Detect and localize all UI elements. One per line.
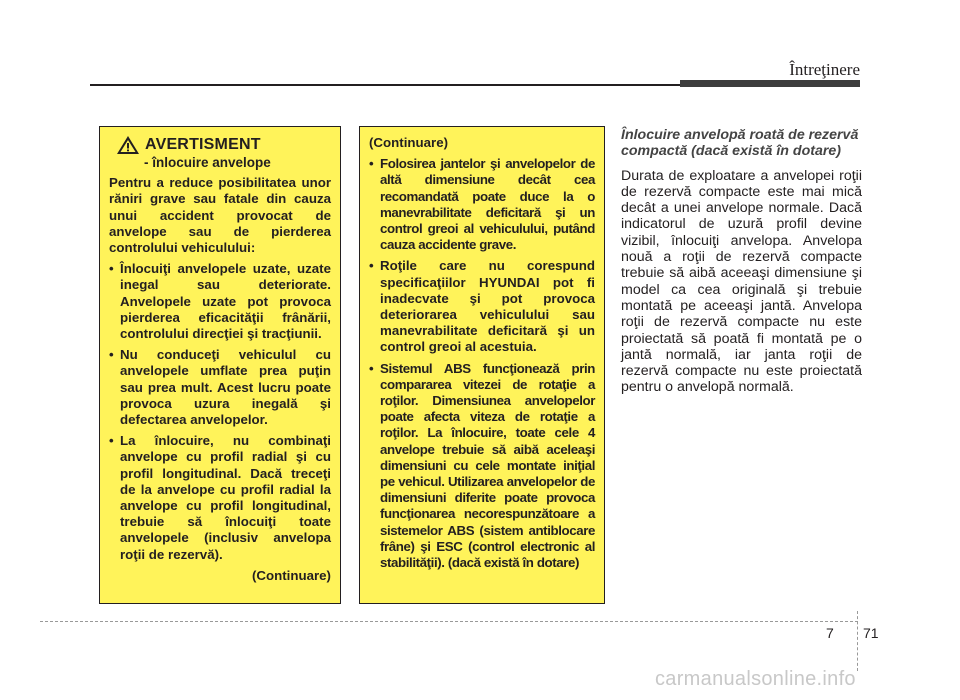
bullet: • [109,261,114,277]
warning-item [109,261,331,342]
page-number: 71 [863,625,879,641]
section-body: Durata de exploatare a anvelopei roţii de rezervă compacte este mai mică decât a unei anvelope normale. Dacă indicatorul de uzură profil devine vizibil, înlocuiţi anvelopa. Anvelopa nouă a roţii de rezervă compacte trebuie să aibă aceeaşi dimensiune şi model ca cea originală şi trebuie montată pe aceeaşi jantă. Anvelopa roţii de rezervă compacte nu este proiectată să poată fi montată pe o jantă normală, iar janta roţii de rezervă compacte nu este proiectată pentru o anvelopă normală. [621,167,862,396]
bullet: • [369,360,374,376]
bullet: • [369,156,374,172]
watermark: carmanualsonline.info [655,668,856,690]
continued-label: (Continuare) [251,567,331,583]
warning-item-text: Înlocuiţi anvelopele uzate, uzate inegal sau deteriorate. Anvelopele uzate pot provoca pierderea eficacităţii frânării, controlului direcţiei şi tracţiunii. [120,261,331,342]
warning-item-text: La înlocuire, nu combinaţi anvelope cu profil radial şi cu profil longitudinal. Dacă treceţi de la anvelope cu profil radial la anvelope cu profil longitudinal, trebuie să înlocuiţi toate anvelopele (inclusiv anvelopa roţii de rezervă). [120,433,331,562]
section-title: Înlocuire anvelopă roată de rezervă compactă (dacă există în dotare) [621,127,859,160]
footer-vertical-divider [857,611,858,671]
warning-triangle-icon [116,135,140,155]
warning-subtitle: - înlocuire anvelope [144,155,271,170]
section-header-title: Întreţinere [789,60,860,79]
bullet: • [369,258,374,274]
continuation-item-text: Roţile care nu corespund specificaţiilor HYUNDAI pot fi inadecvate şi pot provoca deteriorarea vehiculului sau manevrabilitate deficitară şi un control greoi al acestuia. [380,258,595,355]
bullet: • [109,433,114,449]
warning-intro: Pentru a reduce posibilitatea unor răniri grave sau fatale din cauza unui accident provocat de anvelope sau de pierderea controlului vehiculului: [109,175,331,256]
continuation-heading: (Continuare) [369,135,449,150]
spare-tire-section [621,127,862,396]
warning-header [116,135,331,155]
continuation-item-text: Sistemul ABS funcţionează prin compararea vitezei de rotaţie a roţilor. Dimensiunea anvelopelor poate afecta viteza de rotaţie a roţilor. La înlocuire, toate cele 4 anvelope trebuie să aibă aceleaşi dimensiuni cu cele montate iniţial pe vehicul. Utilizarea anvelopelor de dimensiuni diferite poate provoca funcţionarea necorespunzătoare a sistemelor ABS (sistem antiblocare frâne) şi ESC (control electronic al stabilităţii). (dacă există în dotare) [380,360,595,571]
continuation-item [369,156,595,253]
warning-item [109,347,331,428]
warning-item [109,433,331,563]
continuation-item-text: Folosirea jantelor şi anvelopelor de altă dimensiune decât cea recomandată poate duce la o manevrabilitate deficitară şi un control greoi al vehiculului, putând cauza accidente grave. [380,156,595,253]
warning-item-text: Nu conduceţi vehiculul cu anvelopele umflate prea puţin sau prea mult. Acest lucru poate provoca uzura inegală şi defectarea anvelopelor. [120,347,331,428]
chapter-number: 7 [826,625,834,641]
continuation-item [369,361,595,572]
bullet: • [109,347,114,363]
continuation-box [359,126,605,604]
continuation-item [369,258,595,355]
footer-divider [40,621,858,622]
warning-title: AVERTISMENT [145,135,261,153]
warning-box [99,126,341,604]
header-accent-bar [680,80,860,87]
